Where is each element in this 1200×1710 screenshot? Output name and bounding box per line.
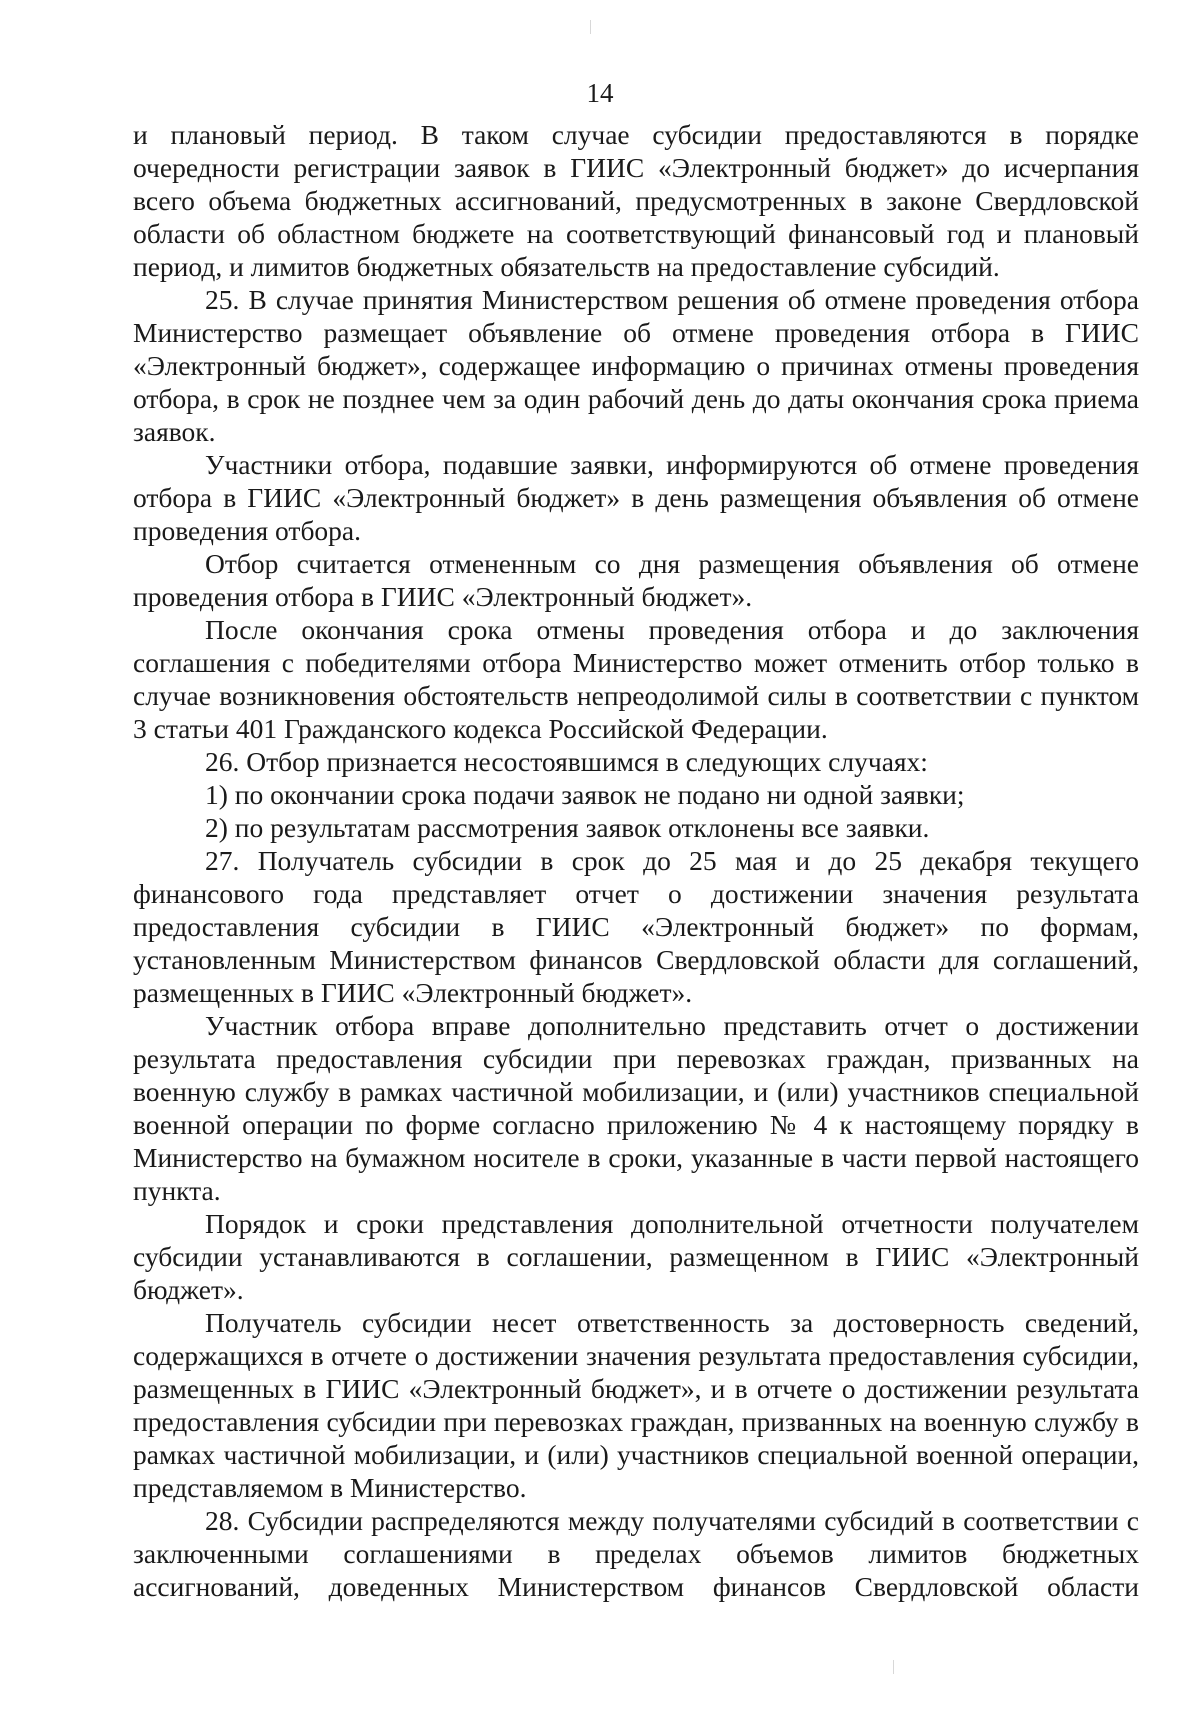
document-body — [133, 118, 1139, 1603]
paragraph-item-25: 25. В случае принятия Министерством решения об отмене проведения отбора Министерство размещает объявление об отмене проведения отбора в ГИИС «Электронный бюджет», содержащее информацию о причинах отмены проведения отбора, в срок не позднее чем за один рабочий день до даты окончания срока приема заявок. — [133, 284, 1139, 447]
paragraph-participants-informed: Участники отбора, подавшие заявки, информируются об отмене проведения отбора в ГИИС «Электронный бюджет» в день размещения объявления об отмене проведения отбора. — [133, 449, 1139, 546]
scan-artifact-top — [590, 20, 591, 34]
paragraph-continuation: и плановый период. В таком случае субсидии предоставляются в порядке очередности регистрации заявок в ГИИС «Электронный бюджет» до исчерпания всего объема бюджетных ассигнований, предусмотренных в законе Свердловской области об областном бюджете на соответствующий финансовый год и плановый период, и лимитов бюджетных обязательств на предоставление субсидий. — [133, 119, 1139, 282]
paragraph-reporting-procedure: Порядок и сроки представления дополнительной отчетности получателем субсидии устанавливаются в соглашении, размещенном в ГИИС «Электронный бюджет». — [133, 1208, 1139, 1305]
paragraph-item-27: 27. Получатель субсидии в срок до 25 мая и до 25 декабря текущего финансового года представляет отчет о достижении значения результата предоставления субсидии в ГИИС «Электронный бюджет» по формам, установленным Министерством финансов Свердловской области для соглашений, размещенных в ГИИС «Электронный бюджет». — [133, 845, 1139, 1008]
paragraph-item-26-case-1: 1) по окончании срока подачи заявок не подано ни одной заявки; — [205, 779, 965, 810]
paragraph-force-majeure: После окончания срока отмены проведения отбора и до заключения соглашения с победителями отбора Министерство может отменить отбор только в случае возникновения обстоятельств непреодолимой силы в соответствии с пунктом 3 статьи 401 Гражданского кодекса Российской Федерации. — [133, 614, 1139, 744]
scan-artifact-bottom — [893, 1660, 894, 1674]
paragraph-item-28: 28. Субсидии распределяются между получателями субсидий в соответствии с заключенными соглашениями в пределах объемов лимитов бюджетных ассигнований, доведенных Министерством финансов Свердловской области — [133, 1505, 1139, 1602]
page-number: 14 — [586, 78, 614, 108]
paragraph-additional-report: Участник отбора вправе дополнительно представить отчет о достижении результата предоставления субсидии при перевозках граждан, призванных на военную службу в рамках частичной мобилизации, и (или) участников специальной военной операции по форме согласно приложению № 4 к настоящему порядку в Министерство на бумажном носителе в сроки, указанные в части первой настоящего пункта. — [133, 1010, 1139, 1206]
paragraph-item-26-case-2: 2) по результатам рассмотрения заявок отклонены все заявки. — [205, 812, 930, 843]
paragraph-item-26: 26. Отбор признается несостоявшимся в следующих случаях: — [205, 746, 928, 777]
paragraph-recipient-responsibility: Получатель субсидии несет ответственность за достоверность сведений, содержащихся в отчете о достижении значения результата предоставления субсидии, размещенных в ГИИС «Электронный бюджет», и в отчете о достижении результата предоставления субсидии при перевозках граждан, призванных на военную службу в рамках частичной мобилизации, и (или) участников специальной военной операции, представляемом в Министерство. — [133, 1307, 1139, 1503]
paragraph-selection-cancelled: Отбор считается отмененным со дня размещения объявления об отмене проведения отбора в ГИИС «Электронный бюджет». — [133, 548, 1139, 612]
